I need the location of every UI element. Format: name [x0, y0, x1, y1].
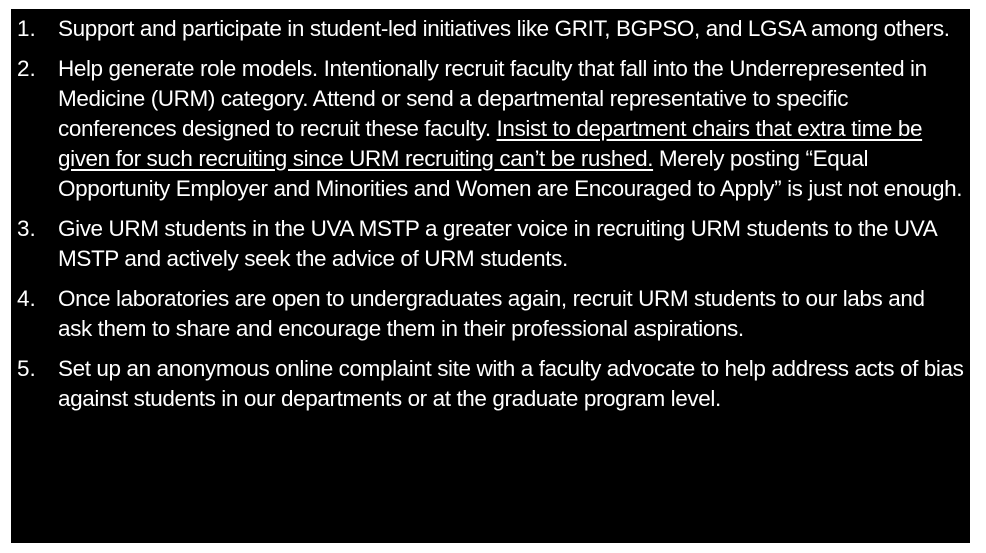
item-text: Set up an anonymous online complaint site with a faculty advocate to help address acts of bias against students in our departments or at the graduate program level.	[58, 356, 964, 411]
list-item	[17, 284, 964, 344]
item-text-outro: Merely posting “Equal Opportunity Employer and Minorities and Women are Encouraged to Apply” is just not enough.	[58, 146, 963, 201]
item-number: 1.	[17, 16, 36, 41]
item-number: 5.	[17, 356, 36, 381]
item-text: Give URM students in the UVA MSTP a greater voice in recruiting URM students to the UVA MSTP and actively seek the advice of URM students.	[58, 216, 937, 271]
underlined-emphasis: Insist to department chairs that extra time be given for such recruiting since URM recruiting can’t be rushed.	[58, 116, 923, 171]
item-number: 3.	[17, 216, 36, 241]
list-item	[17, 54, 964, 204]
item-number: 4.	[17, 286, 36, 311]
list-item	[17, 214, 964, 274]
slide-content	[11, 9, 970, 543]
item-text: Once laboratories are open to undergraduates again, recruit URM students to our labs and ask them to share and encourage them in their professional aspirations.	[58, 286, 925, 341]
item-number: 2.	[17, 56, 36, 81]
list-item	[17, 14, 964, 44]
item-text	[58, 54, 964, 204]
item-text: Support and participate in student-led initiatives like GRIT, BGPSO, and LGSA among others.	[58, 16, 950, 41]
list-item	[17, 354, 964, 414]
item-text-intro: Help generate role models. Intentionally recruit faculty that fall into the Underrepresented in Medicine (URM) category. Attend or send a departmental representative to specific conferences designed to recruit these faculty.	[58, 56, 927, 141]
